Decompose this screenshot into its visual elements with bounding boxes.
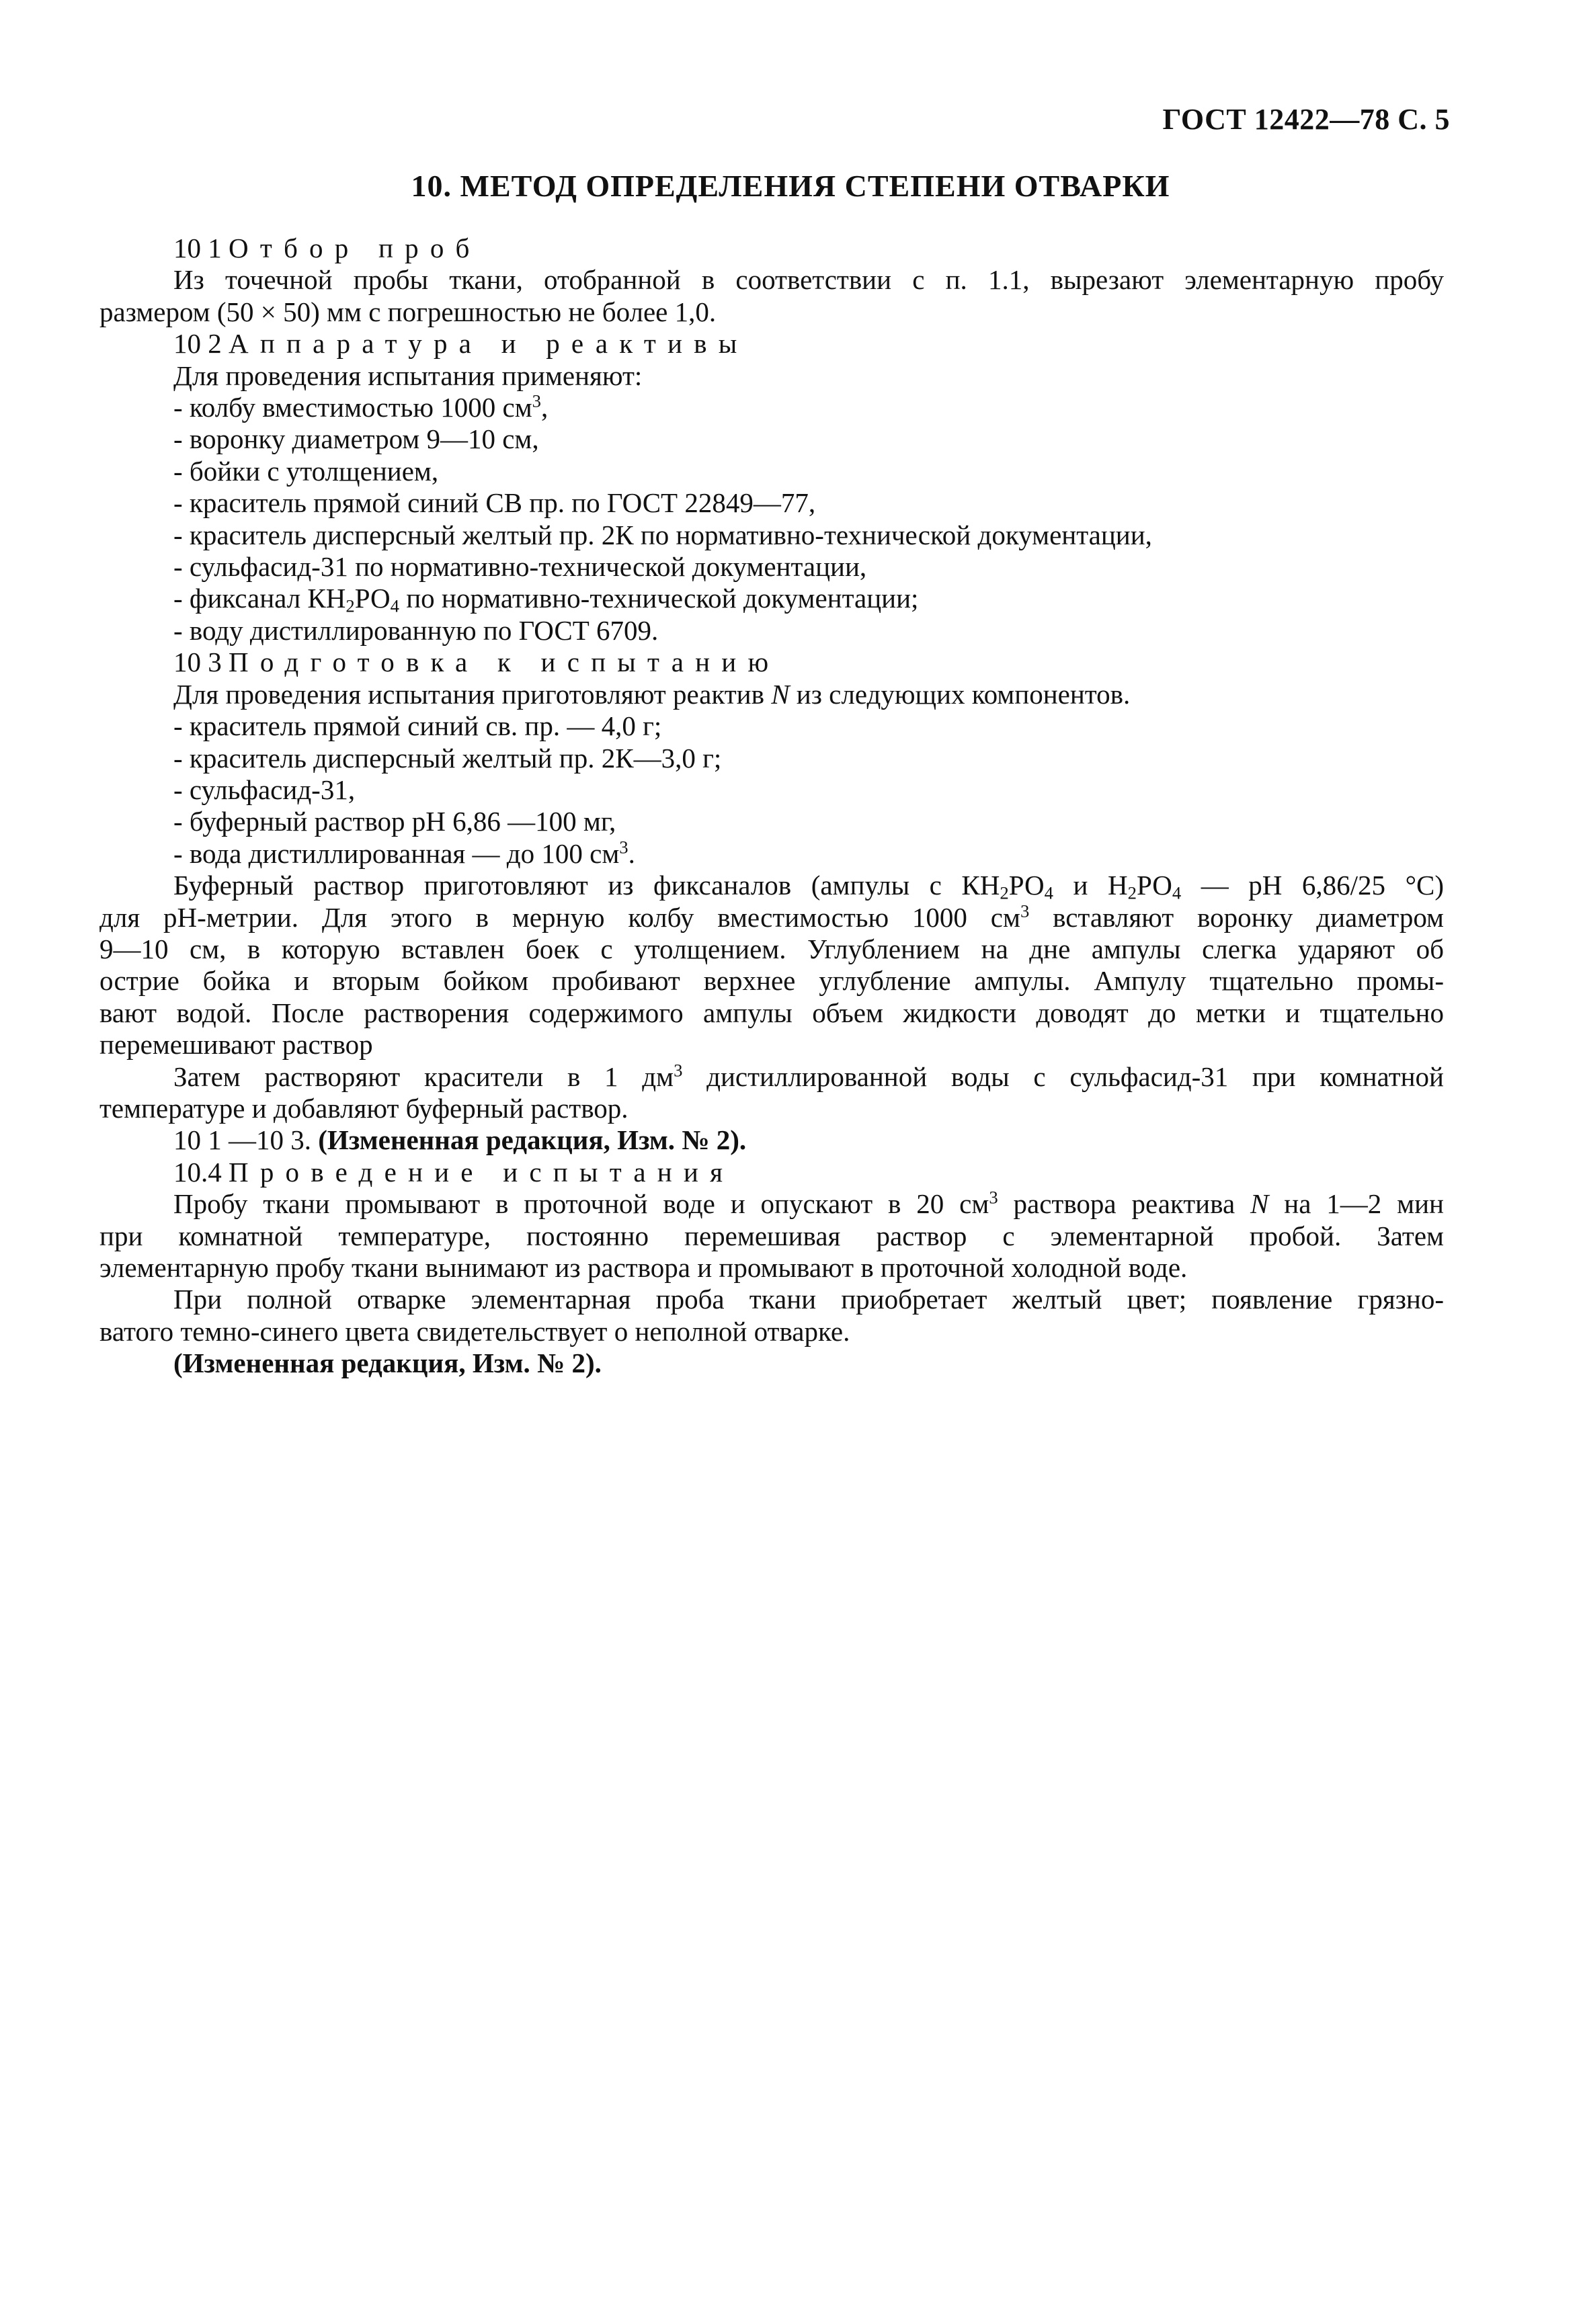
subscript: 4 [1044,882,1053,902]
subscript: 4 [1172,882,1182,902]
running-header: ГОСТ 12422—78 С. 5 [1162,103,1450,136]
subsection-title: Аппаратура и реактивы [229,328,749,360]
list-item [99,838,1444,870]
paragraph-line: При полной отварке элементарная проба ткани приобретает желтый цвет; появление грязно- [173,1284,1444,1315]
text: — pH 6,86/25 °С) [1181,870,1444,901]
list-item-text: РО [354,583,391,614]
paragraph-line [99,902,1444,933]
text: раствора реактива [998,1188,1251,1220]
paragraph-line: ватого темно-синего цвета свидетельствует о неполной отварке. [99,1315,850,1347]
amendment-note: (Измененная редакция, Изм. № 2). [173,1347,602,1379]
text: Пробу ткани промывают в проточной воде и опускают в 20 см [173,1188,989,1220]
list-item: - краситель дисперсный желтый пр. 2К по нормативно-технической документации, [173,519,1152,550]
list-item: - сульфасид-31, [173,774,356,805]
list-item: - бойки с утолщением, [173,455,439,487]
list-item-text: . [628,837,635,869]
subsection-number: 10.4 [173,1156,222,1188]
paragraph-line: элементарную пробу ткани вынимают из раствора и промывают в проточной холодной воде. [99,1252,1188,1283]
subscript: 4 [390,596,399,615]
subsection-heading-10-4 [99,1157,1444,1188]
list-item [99,392,1444,423]
subsection-title: Проведение испытания [229,1156,735,1188]
paragraph-line [99,870,1444,901]
superscript: 3 [532,392,541,411]
text: вставляют воронку диаметром [1029,901,1444,933]
list-item-text: - вода дистиллированная — до 100 см [173,837,620,869]
list-item: - сульфасид-31 по нормативно-технической документации, [173,551,867,583]
superscript: 3 [619,837,629,858]
list-item-text: - фиксанал КН [173,583,346,614]
list-item [99,583,1444,614]
section-title: 10. МЕТОД ОПРЕДЕЛЕНИЯ СТЕПЕНИ ОТВАРКИ [411,169,1170,203]
section-range: 10 1 —10 3. [173,1124,319,1156]
subsection-title: Подготовка к испытанию [229,647,780,678]
text: Для проведения испытания приготовляют реактив [173,678,772,710]
paragraph-line: размером (50 × 50) мм с погрешностью не более 1,0. [99,296,717,327]
subsection-number: 10 2 [173,328,222,360]
text: на 1—2 мин [1268,1188,1444,1220]
list-item: - краситель прямой синий СВ пр. по ГОСТ 22849—77, [173,487,816,519]
paragraph-line [99,679,1444,710]
paragraph-line: перемешивают раствор [99,1029,373,1061]
list-item-text: по нормативно-технической документации; [399,583,919,614]
subscript: 2 [1127,882,1137,902]
paragraph-line: вают водой. После растворения содержимого ампулы объем жидкости доводят до метки и тщательно [99,997,1444,1028]
document-body [99,233,1444,1380]
reagent-symbol: N [1250,1188,1269,1220]
list-item: - краситель дисперсный желтый пр. 2К—3,0 г; [173,742,722,774]
amendment-note [99,1124,1444,1156]
subsection-heading-10-3 [99,647,1444,678]
text: дистиллированной воды с сульфасид-31 при комнатной [682,1061,1444,1092]
amendment-text: (Измененная редакция, Изм. № 2). [318,1124,747,1156]
subsection-number: 10 1 [173,233,222,263]
paragraph-line [99,1188,1444,1220]
list-item: - воду дистиллированную по ГОСТ 6709. [173,614,659,646]
text: Затем растворяют красители в 1 дм [173,1061,674,1092]
text: для pH-метрии. Для этого в мерную колбу вместимостью 1000 см [99,901,1020,933]
subscript: 2 [1000,882,1009,902]
superscript: 3 [674,1061,683,1080]
paragraph-line: Для проведения испытания применяют: [173,360,643,391]
list-item: - буферный раствор pH 6,86 —100 мг, [173,806,616,837]
paragraph-line [99,1061,1444,1093]
paragraph-line: 9—10 см, в которую вставлен боек с утолщением. Углублением на дне ампулы слегка ударяют об [99,933,1444,964]
text: и Н [1053,870,1128,901]
reagent-symbol: N [771,678,790,710]
text: из следующих компонентов. [789,678,1131,710]
subsection-number: 10 3 [173,647,222,678]
subsection-heading-10-2 [99,328,1444,360]
list-item: - краситель прямой синий св. пр. — 4,0 г; [173,710,662,742]
paragraph-line: острие бойка и вторым бойком пробивают верхнее углубление ампулы. Ампулу тщательно промы- [99,965,1444,997]
superscript: 3 [1020,901,1030,921]
subsection-heading-10-1 [99,233,1444,264]
list-item: - воронку диаметром 9—10 см, [173,423,539,455]
paragraph-line: при комнатной температуре, постоянно перемешивая раствор с элементарной пробой. Затем [99,1220,1444,1251]
text: РО [1008,870,1045,901]
paragraph-line: Из точечной пробы ткани, отобранной в соответствии с п. 1.1, вырезают элементарную пробу [173,264,1444,296]
list-item-text: - колбу вместимостью 1000 см [173,392,532,423]
subsection-title: Отбор проб [229,233,481,263]
text: РО [1136,870,1172,901]
list-item-text: , [540,392,549,423]
paragraph-line: температуре и добавляют буферный раствор. [99,1092,629,1124]
superscript: 3 [989,1188,998,1208]
text: Буферный раствор приготовляют из фиксаналов (ампулы с КН [173,870,1000,901]
subscript: 2 [346,596,355,615]
